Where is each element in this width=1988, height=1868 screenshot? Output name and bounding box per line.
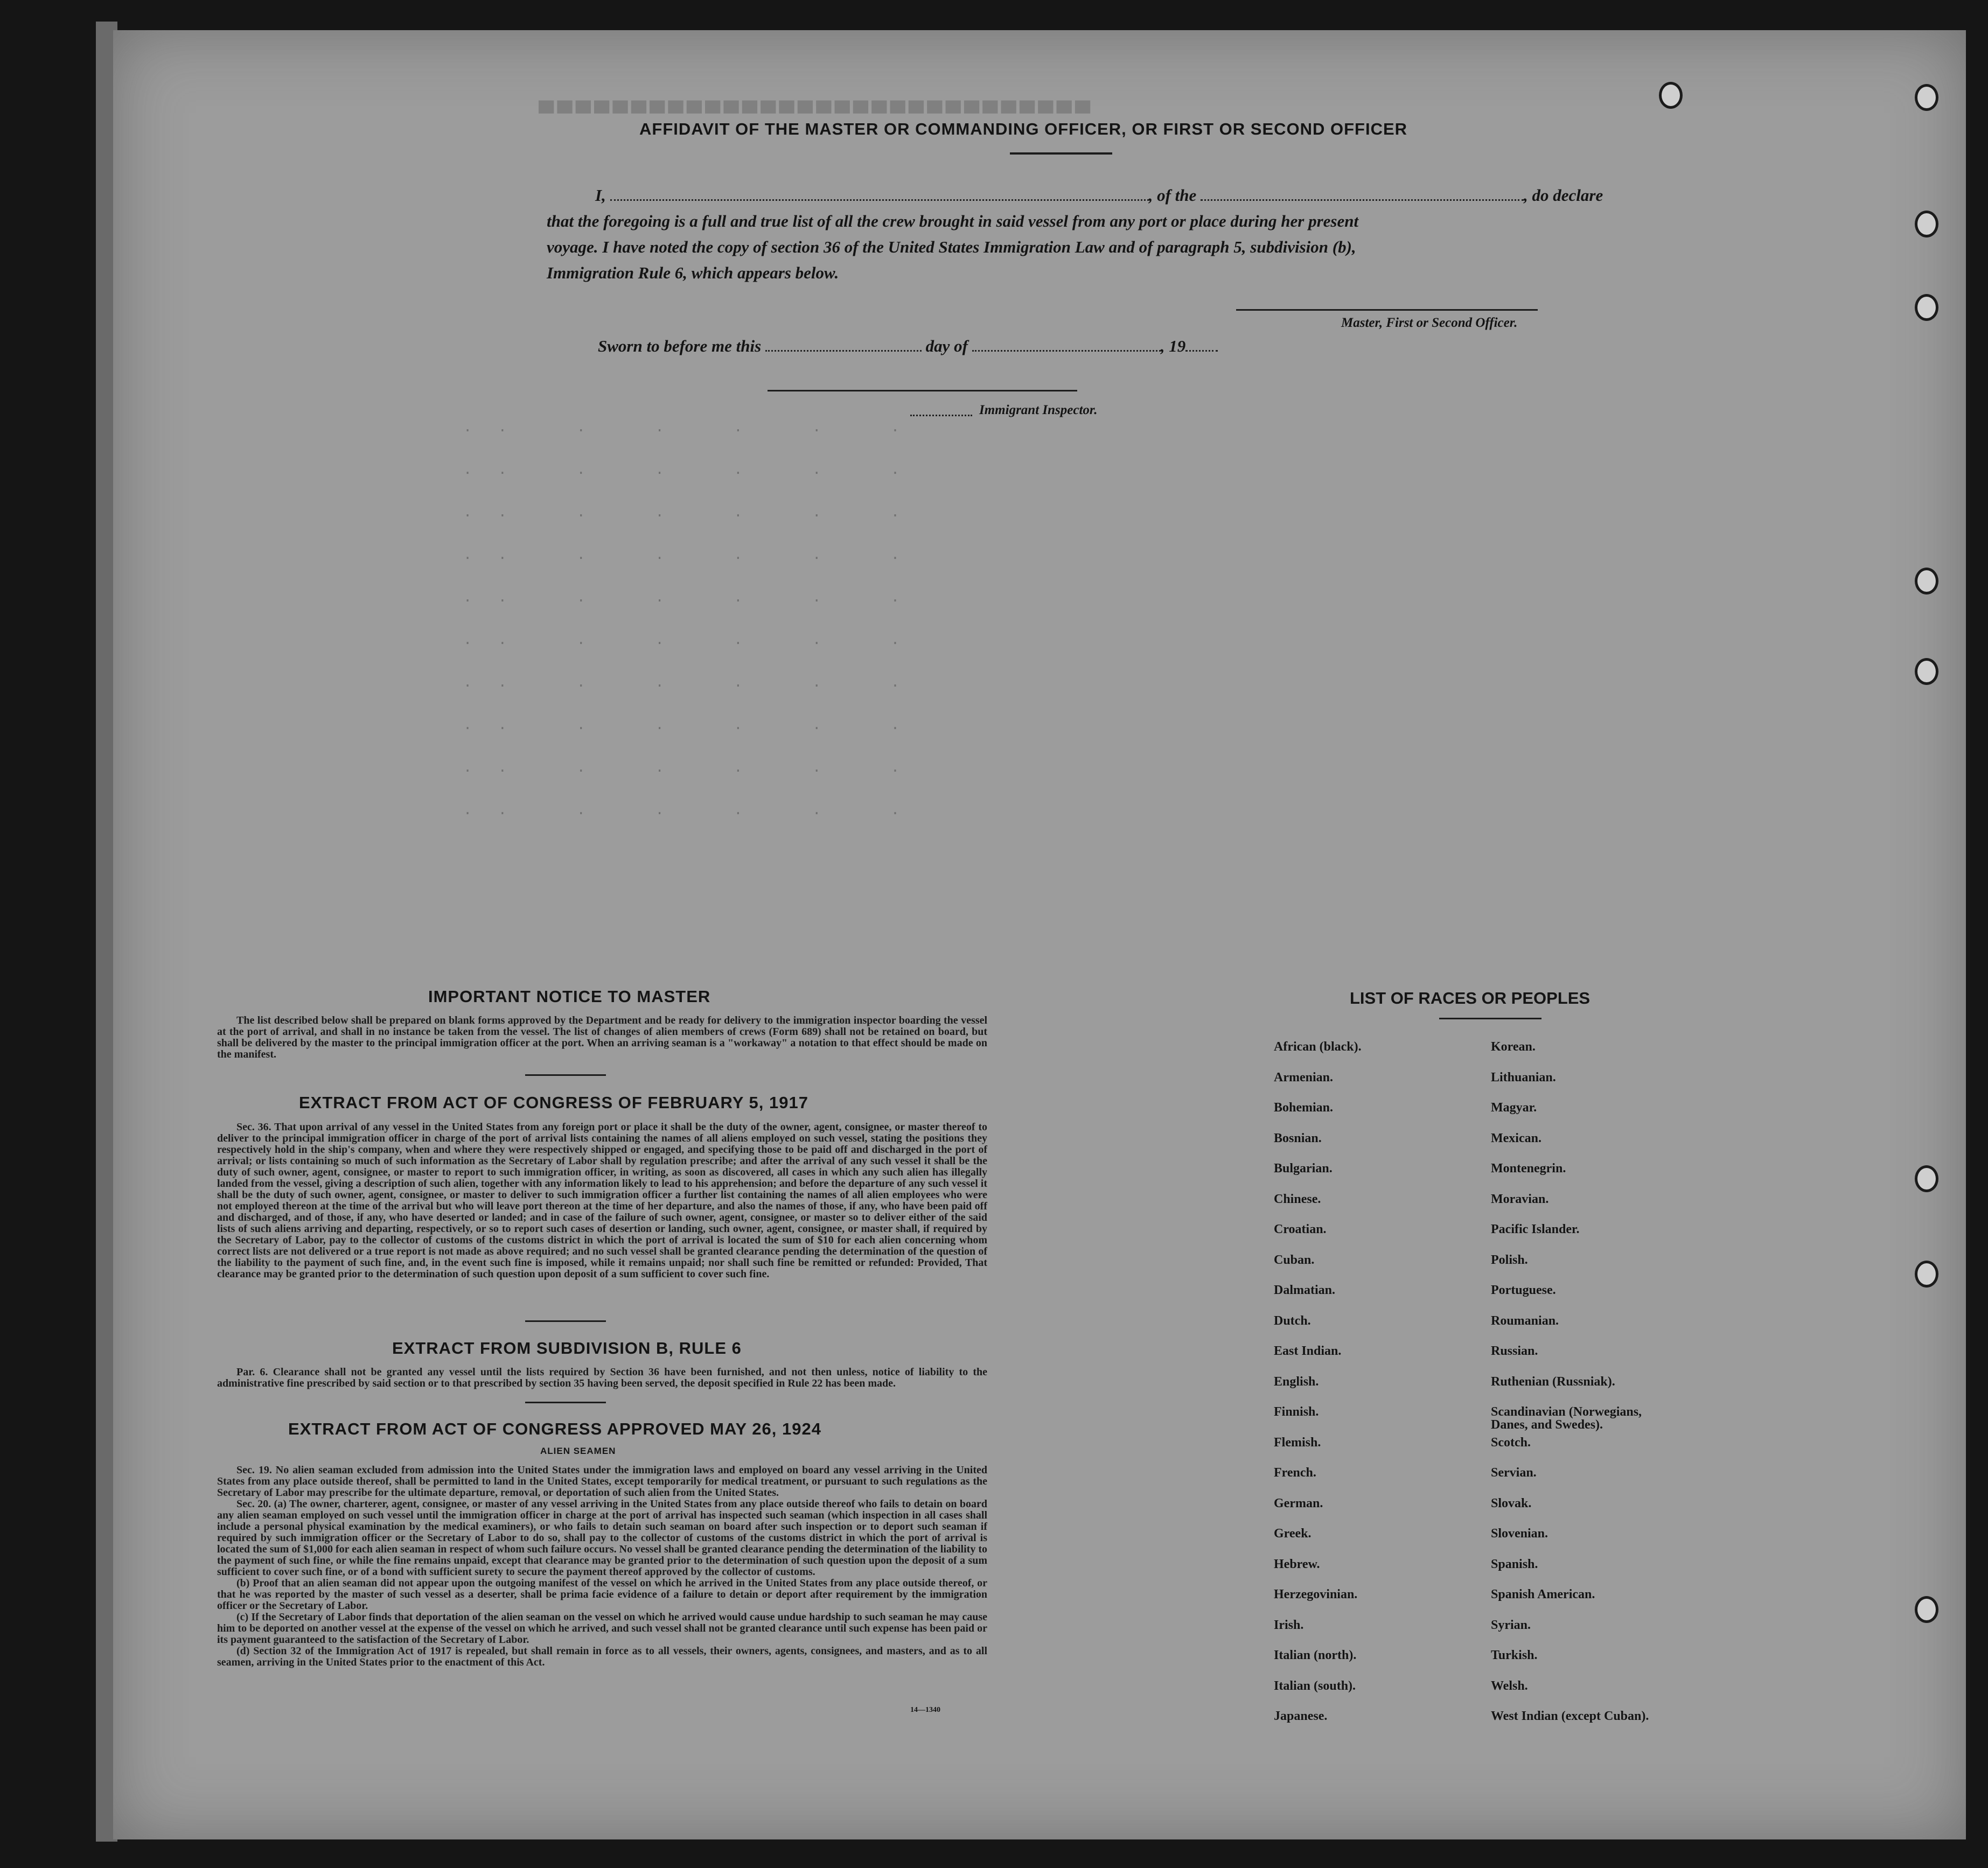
race-item: Pacific Islander. <box>1491 1222 1580 1236</box>
extract-1917-title: EXTRACT FROM ACT OF CONGRESS OF FEBRUARY 5, 1917 <box>299 1093 808 1112</box>
race-item: Greek. <box>1274 1527 1312 1541</box>
race-item: African (black). <box>1274 1040 1362 1054</box>
affidavit-line-3: voyage. I have noted the copy of section 36 of the United States Immigration Law and of paragraph 5, subdivision (b), <box>547 237 1356 256</box>
race-item: Hebrew. <box>1274 1557 1320 1571</box>
race-item: Russian. <box>1491 1344 1538 1358</box>
sworn-prefix: Sworn to before me this <box>598 337 762 355</box>
master-signature-line[interactable] <box>1236 309 1538 311</box>
declarant-prefix: I, <box>595 186 606 205</box>
extract-rule6-divider <box>525 1402 606 1403</box>
race-item: Portuguese. <box>1491 1283 1556 1297</box>
sworn-day-of: day of <box>925 337 968 355</box>
race-item: Herzegovinian. <box>1274 1587 1358 1601</box>
races-underline <box>1439 1018 1541 1019</box>
race-item: Slovak. <box>1491 1496 1532 1510</box>
race-item: Slovenian. <box>1491 1527 1548 1541</box>
race-item: Bulgarian. <box>1274 1162 1333 1176</box>
race-item: Welsh. <box>1491 1678 1528 1693</box>
race-item: Armenian. <box>1274 1070 1333 1085</box>
race-item: Chinese. <box>1274 1192 1321 1206</box>
race-item: Roumanian. <box>1491 1313 1559 1328</box>
race-item: Syrian. <box>1491 1618 1531 1632</box>
binder-hole <box>1915 568 1938 594</box>
race-item: Servian. <box>1491 1466 1537 1480</box>
race-item: Turkish. <box>1491 1648 1538 1662</box>
binder-hole <box>1915 294 1938 321</box>
affidavit-line-4: Immigration Rule 6, which appears below. <box>547 263 839 282</box>
race-item: East Indian. <box>1274 1344 1342 1358</box>
vessel-name-blank[interactable] <box>1201 187 1524 201</box>
race-item: Japanese. <box>1274 1709 1328 1723</box>
section-36: Sec. 36. That upon arrival of any vessel in the United States from any foreign port or place it shall be the duty of the owner, agent, consignee, or master thereof to deliver to the principal immigration officer in charge of the port of arrival lists containing the names of all aliens employed on such vessel, stating the positions they respectively hold in the ship's company, when and where they were respectively shipped or engaged, and specifying those to be paid off and discharged in the port of arrival; or lists containing so much of such information as the Secretary of Labor shall by regulation prescribe; and after the arrival of any such vessel it shall be the duty of such owner, agent, consignee, or master to report to such immigration officer, in writing, as soon as discovered, all cases in which any such alien has illegally landed from the vessel, giving a description of such alien, together with any information likely to lead to his apprehension; and before the departure of any such vessel it shall be the duty of such owner, agent, consignee, or master to deliver to such immigration officer a further list containing the names of all alien employees who were not employed thereon at the time of the arrival but who will leave port thereon at the time of her departure, and also the names of those, if any, who have been paid off and discharged, and of those, if any, who have deserted or landed; and in case of the failure of such owner, agent, consignee, or master so to deliver either of the said lists of such aliens arriving and departing, respectively, or so to report such cases of desertion or landing, such owner, agent, consignee, or master shall, if required by the Secretary of Labor, pay to the collector of customs of the customs district in which the port of arrival is located the sum of $10 for each alien concerning whom correct lists are not delivered or a true report is not made as above required; and no such vessel shall be granted clearance pending the determination of the question of the liability to the payment of such fine, and, in the event such fine is imposed, while it remains unpaid; nor shall such fine be remitted or refunded: Provided, That clearance may be granted prior to the determination of such question upon deposit of a sum sufficient to cover such fine. <box>217 1121 987 1280</box>
race-item: Scandinavian (Norwegians, Danes, and Swedes). <box>1491 1405 1642 1432</box>
notice-divider <box>525 1074 606 1076</box>
race-item: Dalmatian. <box>1274 1283 1335 1297</box>
race-item: Italian (north). <box>1274 1648 1357 1662</box>
extract-1924-title: EXTRACT FROM ACT OF CONGRESS APPROVED MAY 26, 1924 <box>288 1419 821 1438</box>
race-item: Magyar. <box>1491 1101 1537 1115</box>
race-item: Spanish. <box>1491 1557 1538 1571</box>
binder-hole <box>1915 1596 1938 1623</box>
race-item: Korean. <box>1491 1040 1536 1054</box>
sworn-month-blank[interactable] <box>972 338 1161 352</box>
paragraph-6: Par. 6. Clearance shall not be granted any vessel until the lists required by Section 36 have been furnished, and not then unless, notice of liability to the administrative fine prescribed by said section or to that prescribed by section 35 having been served, the deposit specified in Rule 22 has been made. <box>217 1366 987 1389</box>
binder-hole <box>1915 658 1938 685</box>
race-item: Flemish. <box>1274 1435 1321 1450</box>
race-item: Montenegrin. <box>1491 1162 1566 1176</box>
affidavit-line-2: that the foregoing is a full and true list of all the crew brought in said vessel from any port or place during her present <box>547 212 1359 230</box>
extract-1924-text <box>217 1465 987 1668</box>
affidavit-line-1 <box>595 186 1603 205</box>
title-underline <box>1010 152 1112 155</box>
inspector-signature-line[interactable] <box>768 390 1077 391</box>
races-column-right <box>1491 1040 1674 1740</box>
race-item: Ruthenian (Russniak). <box>1491 1374 1615 1389</box>
race-item: Croatian. <box>1274 1222 1327 1236</box>
bleed-through-grid: . . . . . . . . . . . . . . . . . . . . . . . . . . . . . . . . . . . . . . . . . . . . . . . . . . . . . . . . . . . . . . . . . . . . . . <box>463 420 900 819</box>
vessel-prefix: , of the <box>1148 186 1197 205</box>
race-item: West Indian (except Cuban). <box>1491 1709 1649 1723</box>
race-item: Polish. <box>1491 1253 1528 1267</box>
race-item: English. <box>1274 1374 1319 1389</box>
race-item: German. <box>1274 1496 1323 1510</box>
binder-hole <box>1915 1261 1938 1288</box>
inspector-label: Immigrant Inspector. <box>979 403 1098 417</box>
notice-text <box>217 1015 987 1060</box>
notice-paragraph: The list described below shall be prepared on blank forms approved by the Department and be ready for delivery to the immigration inspector boarding the vessel at the port of arrival, and shall in no instance be taken from the vessel. The list of changes of alien members of crews (Form 689) shall not be retained on board, but shall be delivered by the master to the principal immigration officer at the port. When an arriving seaman is a "workaway" a notation to that effect should be made on the manifest. <box>217 1015 987 1060</box>
race-item: Mexican. <box>1491 1131 1541 1145</box>
section-20d: (d) Section 32 of the Immigration Act of 1917 is repealed, but shall remain in force as to all vessels, their owners, agents, consignees, and masters, and as to all seamen, arriving in the United States prior to the enactment of this Act. <box>217 1645 987 1668</box>
race-item: Finnish. <box>1274 1405 1319 1419</box>
master-signature-label: Master, First or Second Officer. <box>1341 316 1518 330</box>
race-item: French. <box>1274 1466 1316 1480</box>
extract-rule6-title: EXTRACT FROM SUBDIVISION B, RULE 6 <box>392 1339 742 1358</box>
race-item: Cuban. <box>1274 1253 1315 1267</box>
race-item: Lithuanian. <box>1491 1070 1556 1085</box>
notice-title: IMPORTANT NOTICE TO MASTER <box>428 987 711 1006</box>
binder-hole <box>1915 84 1938 111</box>
form-number: 14—1340 <box>910 1706 940 1714</box>
sworn-year: , 19 <box>1160 337 1186 355</box>
section-20a: Sec. 20. (a) The owner, charterer, agent, consignee, or master of any vessel arriving in the United States from any place outside thereof who fails to detain on board any alien seaman employed on such vessel until the immigration officer in charge at the port of arrival has inspected such seaman (which inspection in all cases shall include a personal physical examination by the medical examiners), or who fails to detain such seaman on board after such inspection or to deport such seaman if required by such immigration officer or the Secretary of Labor to do so, shall pay to the collector of customs of the customs district in which the port of arrival is located the sum of $1,000 for each alien seaman in respect of whom such failure occurs. No vessel shall be granted clearance pending the determination of the liability to the payment of such fine, or while the fine remains unpaid, except that clearance may be granted prior to the determination of such question upon the deposit of a sum sufficient to cover such fine, or of a bond with sufficient surety to secure the payment thereof approved by the collector of customs. <box>217 1498 987 1578</box>
race-item: Italian (south). <box>1274 1678 1356 1693</box>
inspector-dots <box>910 403 972 416</box>
race-item: Scotch. <box>1491 1435 1531 1450</box>
binder-hole <box>1915 211 1938 237</box>
race-item: Dutch. <box>1274 1313 1311 1328</box>
sworn-day-blank[interactable] <box>765 338 922 352</box>
binder-hole <box>1659 82 1683 109</box>
race-item: Spanish American. <box>1491 1587 1595 1601</box>
bleed-through-header: ▀▀▀▀▀▀▀▀▀▀▀▀▀▀▀▀▀▀▀▀▀▀▀▀▀▀▀▀▀▀ <box>539 101 1094 125</box>
section-20c: (c) If the Secretary of Labor finds that deportation of the alien seaman on the vessel on which he arrived would cause undue hardship to such seaman he may cause him to be deported on another vessel at the expense of the vessel on which he arrived, and such vessel shall not be granted clearance until such expense has been paid or its payment guaranteed to the satisfaction of the Secretary of Labor. <box>217 1611 987 1646</box>
race-item: Irish. <box>1274 1618 1304 1632</box>
affidavit-title: AFFIDAVIT OF THE MASTER OR COMMANDING OFFICER, OR FIRST OR SECOND OFFICER <box>639 120 1408 138</box>
race-item: Moravian. <box>1491 1192 1549 1206</box>
declare-suffix: , do declare <box>1524 186 1603 205</box>
extract-1917-divider <box>525 1320 606 1322</box>
sworn-line <box>598 337 1218 356</box>
section-19: Sec. 19. No alien seaman excluded from admission into the United States under the immigration laws and employed on board any vessel arriving in the United States from any place outside thereof, shall be permitted to land in the United States, except temporarily for medical treatment, or pursuant to such regulations as the Secretary of Labor may prescribe for the ultimate departure, removal, or deportation of such alien from the United States. <box>217 1464 987 1499</box>
extract-1917-text <box>217 1122 987 1280</box>
race-item: Bosnian. <box>1274 1131 1322 1145</box>
binder-hole <box>1915 1165 1938 1192</box>
section-20b: (b) Proof that an alien seaman did not appear upon the outgoing manifest of the vessel on which he arrived in the United States from any place outside thereof, or that he was reported by the master of such vessel as a deserter, shall be prima facie evidence of a failure to detain or deport after requirement by the immigration officer or the Secretary of Labor. <box>217 1577 987 1612</box>
sworn-year-blank[interactable] <box>1185 338 1218 352</box>
race-item: Bohemian. <box>1274 1101 1334 1115</box>
races-title: LIST OF RACES OR PEOPLES <box>1350 989 1591 1008</box>
alien-seamen-subtitle: ALIEN SEAMEN <box>540 1446 616 1456</box>
races-column-left <box>1274 1040 1362 1740</box>
extract-rule6-text <box>217 1367 987 1389</box>
declarant-name-blank[interactable] <box>610 187 1149 201</box>
